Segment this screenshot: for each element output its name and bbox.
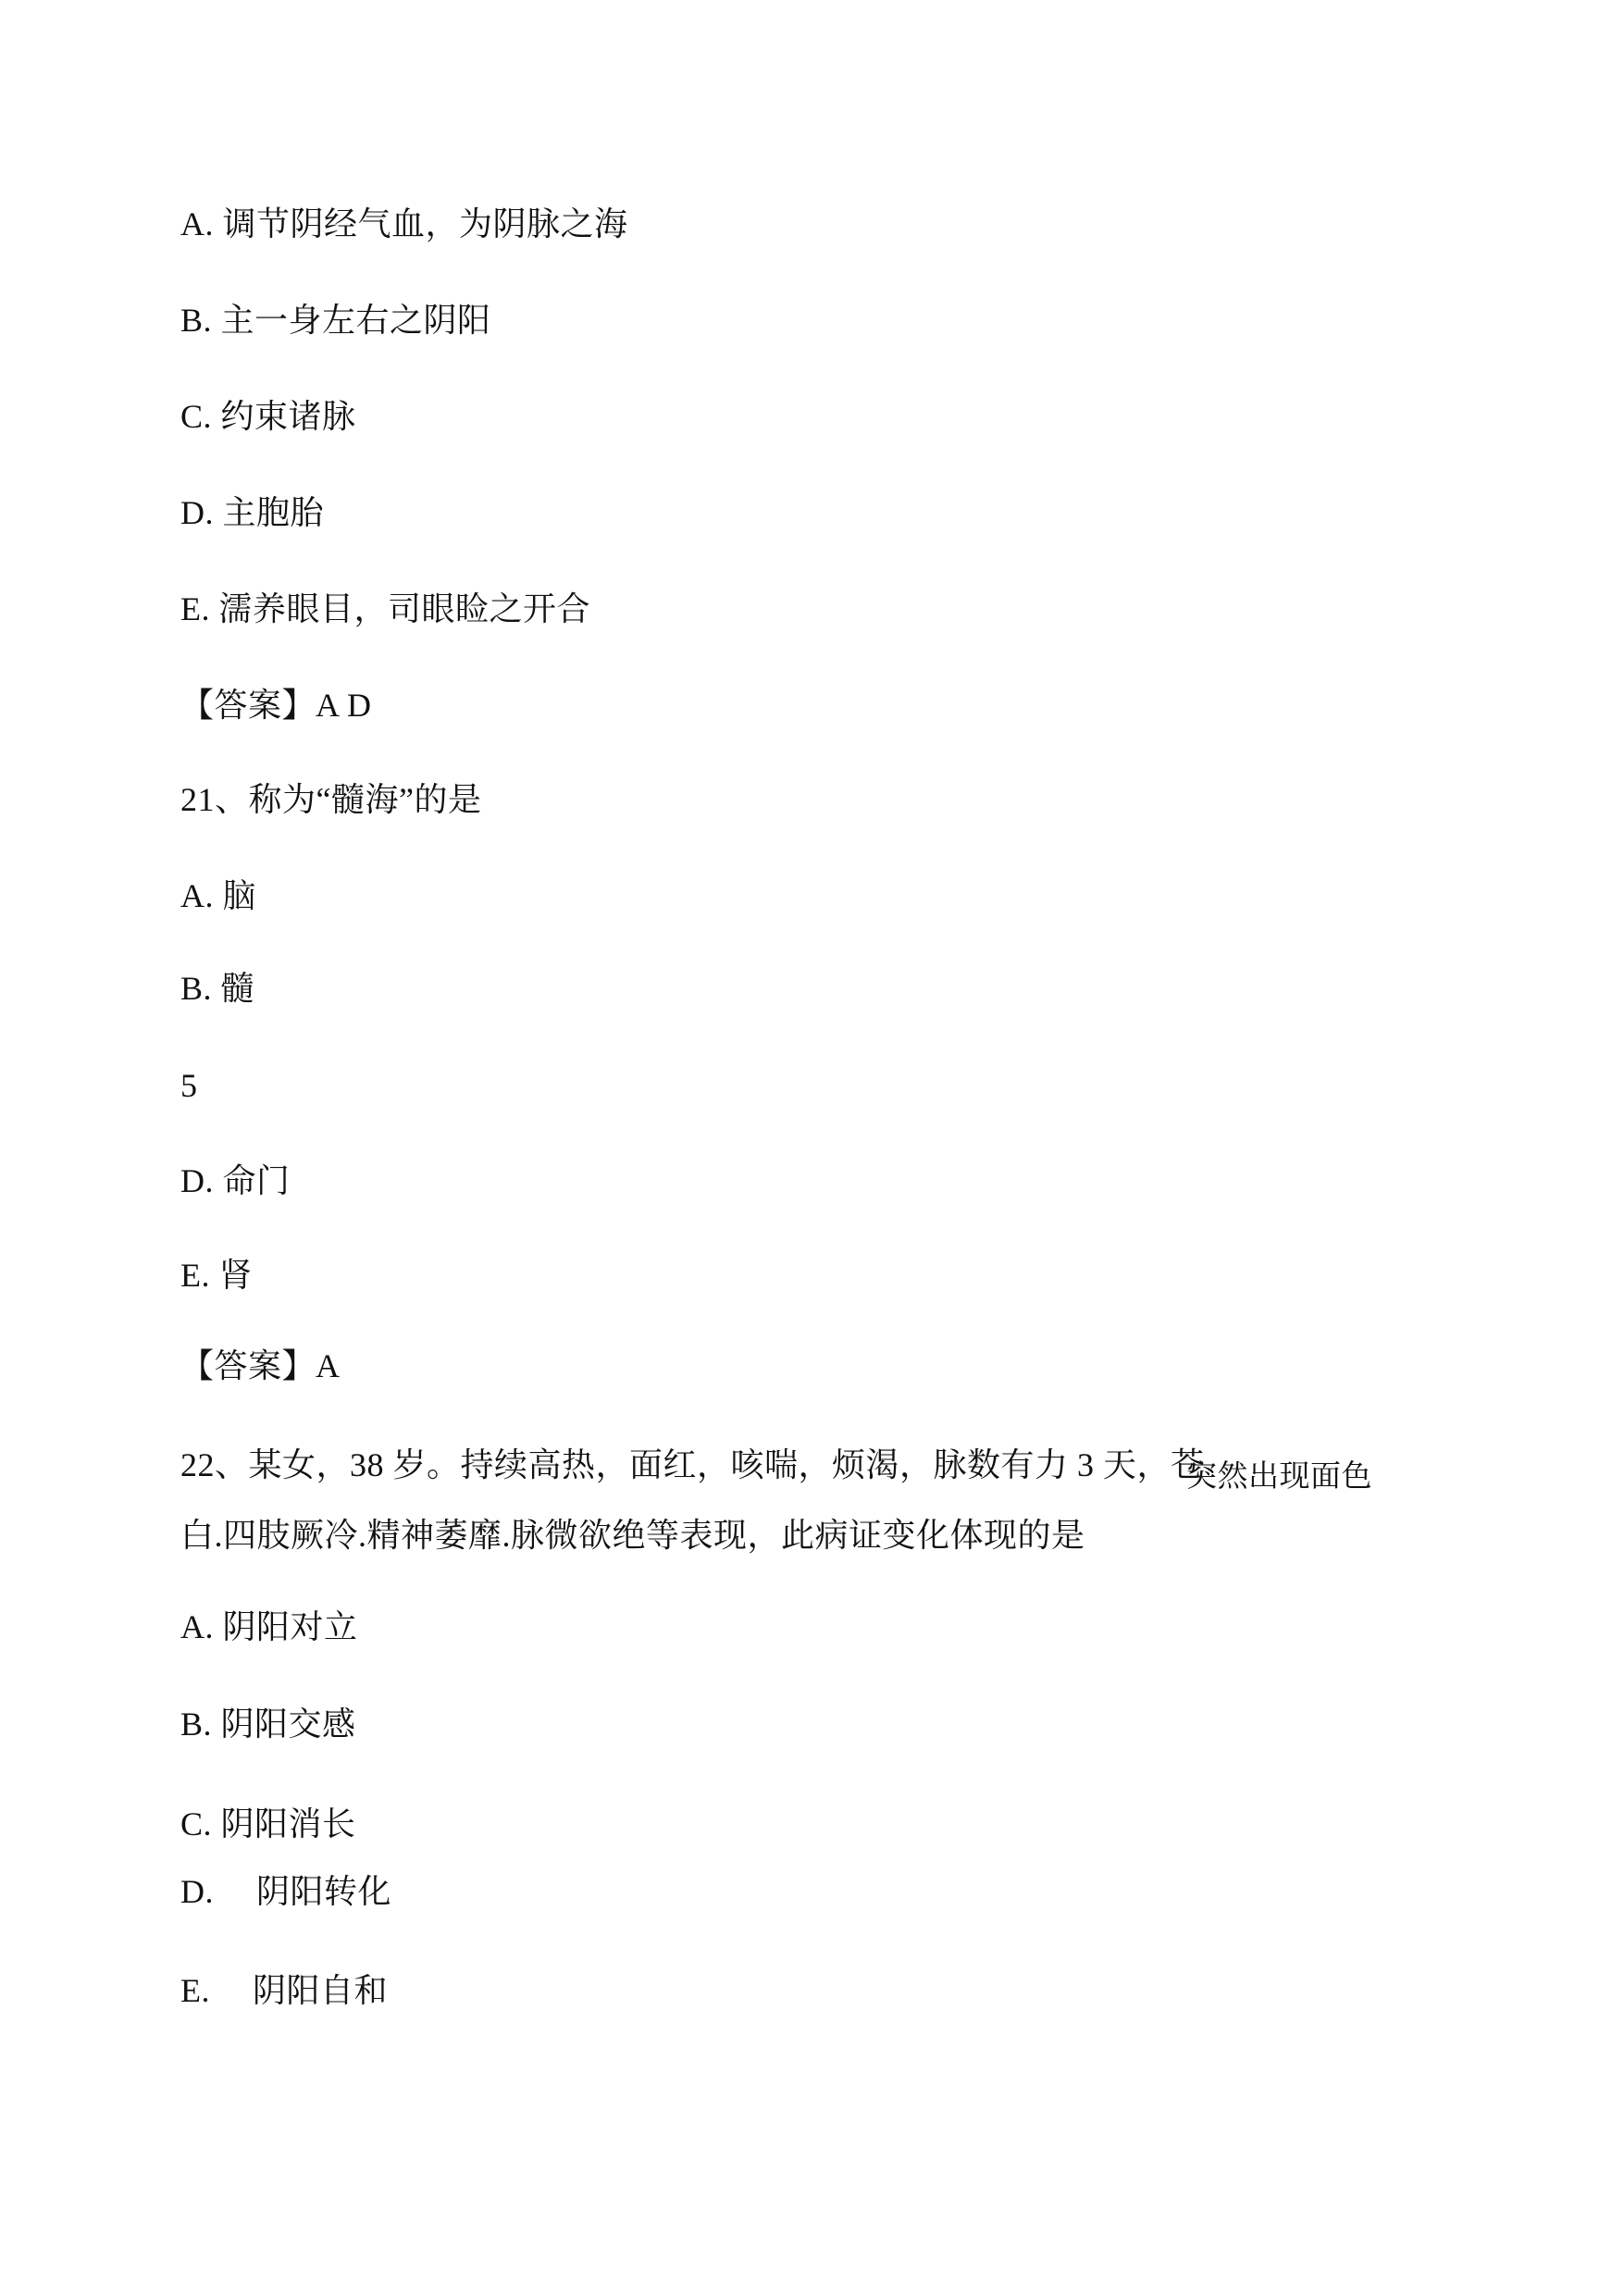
q20-option-a: A. 调节阴经气血，为阴脉之海 <box>180 205 628 242</box>
q22-stem-line-2: 白.四肢厥冷.精神萎靡.脉微欲绝等表现，此病证变化体现的是 <box>180 1517 1085 1554</box>
page-number: 5 <box>180 1067 198 1104</box>
q22-stem-line-1: 22、某女，38 岁。持续高热，面红，咳喘，烦渴，脉数有力 3 天，苍 <box>180 1446 1205 1483</box>
q21-option-d: D. 命门 <box>180 1162 291 1199</box>
q21-option-e: E. 肾 <box>180 1257 253 1294</box>
q20-option-e: E. 濡养眼目，司眼睑之开合 <box>180 590 590 627</box>
q21-option-b: B. 髓 <box>180 970 255 1007</box>
q20-option-d: D. 主胞胎 <box>180 494 324 531</box>
q22-option-d: D. 阴阳转化 <box>180 1873 391 1910</box>
q21-answer-line: 【答案】A <box>180 1347 341 1384</box>
q21-option-a: A. 脑 <box>180 877 256 914</box>
q22-option-b: B. 阴阳交感 <box>180 1706 356 1743</box>
q22-stem-offset-fragment: 突然出现面色 <box>1186 1460 1372 1494</box>
q22-option-c: C. 阴阳消长 <box>180 1805 356 1842</box>
q22-option-e: E. 阴阳自和 <box>180 1972 388 2009</box>
q22-option-a: A. 阴阳对立 <box>180 1608 358 1645</box>
q21-stem: 21、称为“髓海”的是 <box>180 781 482 818</box>
q20-option-b: B. 主一身左右之阴阳 <box>180 302 491 339</box>
q20-option-c: C. 约束诸脉 <box>180 398 356 435</box>
q20-answer-line: 【答案】A D <box>180 687 372 724</box>
